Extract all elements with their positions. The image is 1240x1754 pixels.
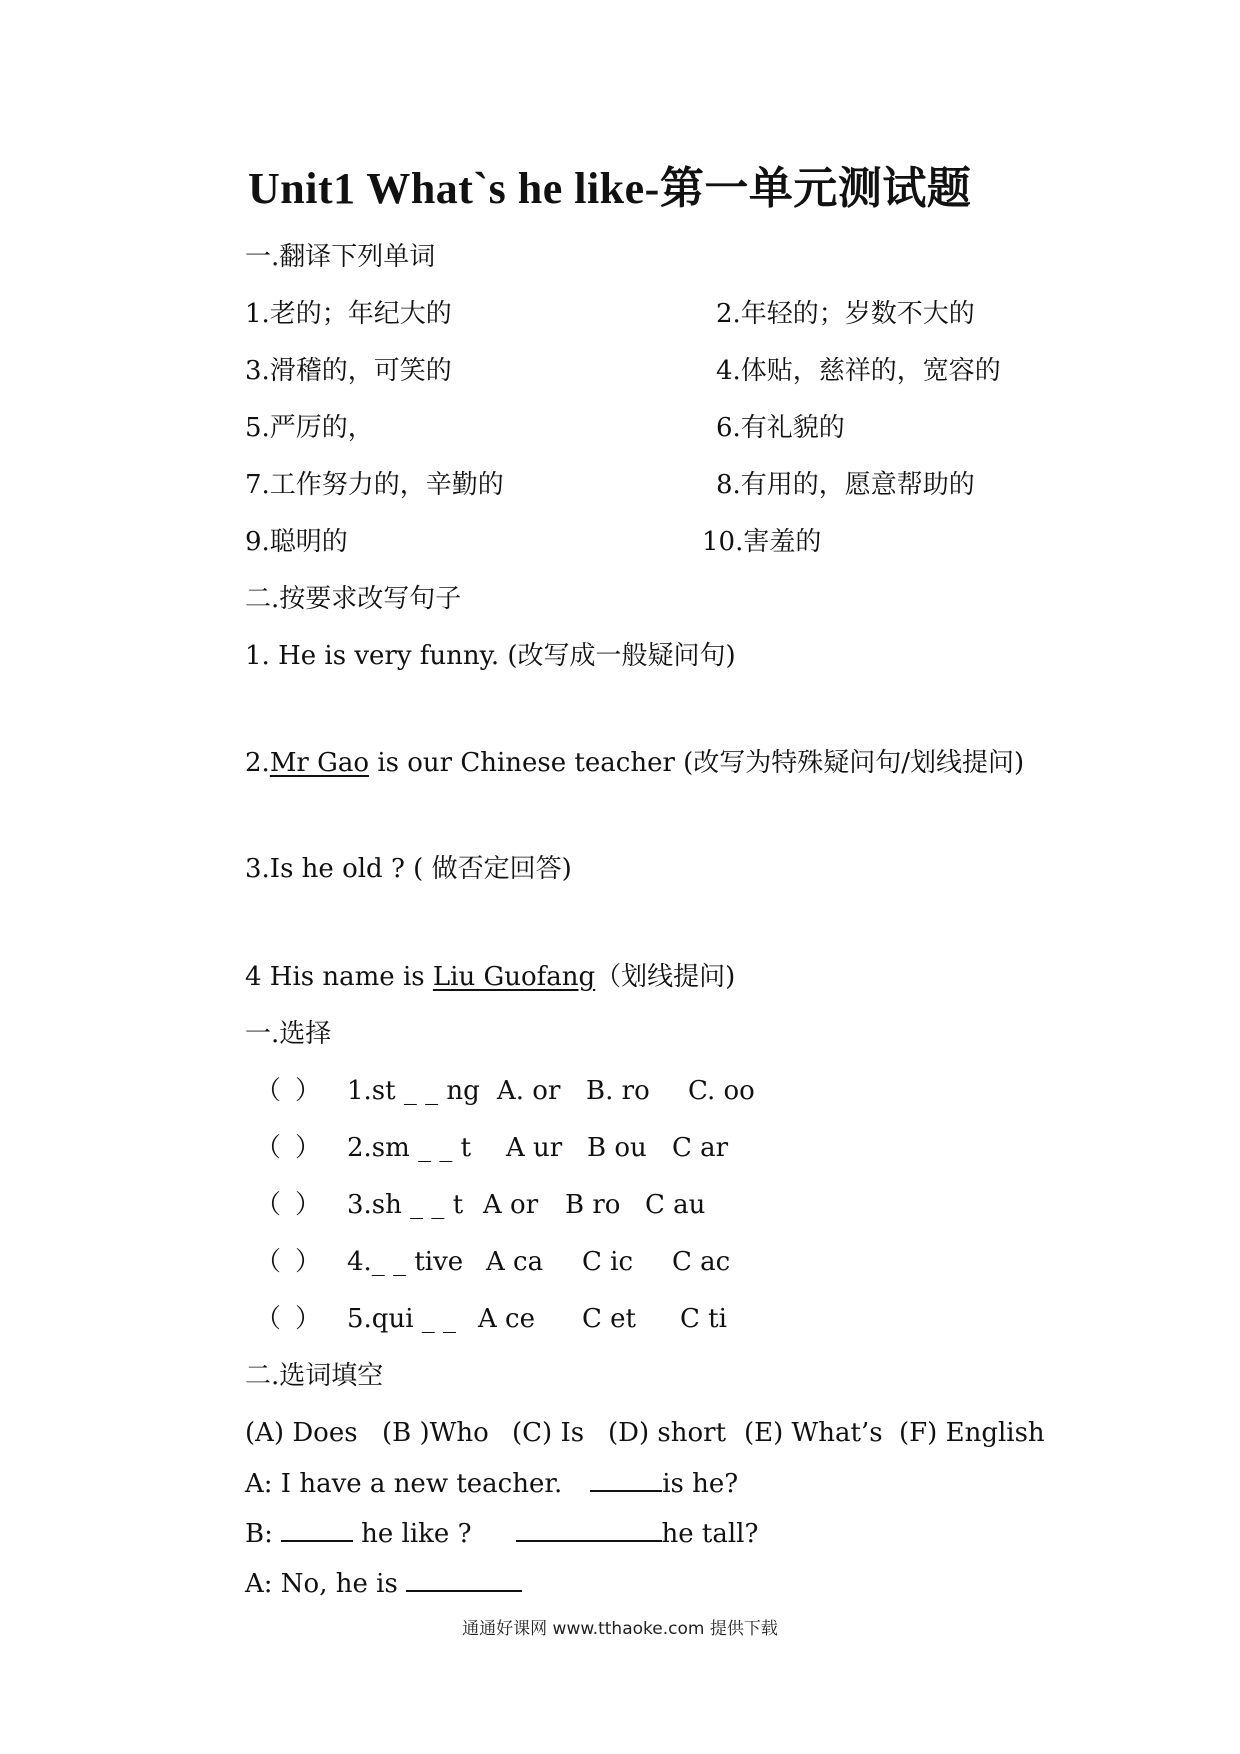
fill-blank[interactable] — [406, 1566, 522, 1592]
choice-stem: 1.st _ _ ng — [347, 1076, 480, 1106]
section-choice-heading: 一.选择 — [245, 1019, 332, 1049]
option-c: C ar — [672, 1133, 729, 1163]
underlined-phrase: Mr Gao — [269, 748, 370, 778]
question-number: 2. — [245, 748, 270, 778]
word-option: (F) English — [899, 1418, 1045, 1448]
choice-row — [0, 1131, 1240, 1165]
choice-row — [0, 1245, 1240, 1279]
dialogue-text: B: — [245, 1519, 273, 1549]
dialogue-line-3 — [245, 1566, 522, 1601]
section-rewrite-heading: 二.按要求改写句子 — [245, 584, 462, 614]
vocab-item: 4.体贴，慈祥的，宽容的 — [716, 356, 1001, 386]
vocab-item: 3.滑稽的，可笑的 — [245, 356, 452, 386]
word-option: (B )Who — [382, 1418, 489, 1448]
dialogue-text: he tall? — [661, 1519, 759, 1549]
dialogue-text: he like ? — [352, 1519, 472, 1549]
vocab-item: 2.年轻的；岁数不大的 — [716, 299, 975, 329]
option-b: B. ro — [586, 1076, 650, 1106]
answer-bracket-close: ） — [295, 1076, 322, 1106]
vocab-item: 9.聪明的 — [245, 527, 348, 557]
answer-bracket-open: （ — [255, 1190, 282, 1220]
answer-bracket-close: ） — [295, 1133, 322, 1163]
answer-bracket-open: （ — [255, 1133, 282, 1163]
vocab-item: 5.严厉的， — [245, 413, 374, 443]
section-fill-heading: 二.选词填空 — [245, 1361, 384, 1391]
answer-bracket-open: （ — [255, 1076, 282, 1106]
choice-row — [0, 1188, 1240, 1222]
option-b: B ro — [565, 1190, 621, 1220]
vocab-item: 7.工作努力的，辛勤的 — [245, 470, 504, 500]
option-a: A ce — [478, 1304, 535, 1334]
option-a: A ur — [506, 1133, 563, 1163]
option-c: C. oo — [688, 1076, 755, 1106]
word-option: (C) Is — [512, 1418, 585, 1448]
fill-blank[interactable] — [590, 1466, 662, 1492]
fill-blank[interactable] — [516, 1516, 662, 1542]
option-a: A or — [483, 1190, 539, 1220]
footer-credit: 通通好课网 www.tthaoke.com 提供下载 — [462, 1619, 778, 1639]
vocab-item: 10.害羞的 — [702, 527, 822, 557]
answer-bracket-close: ） — [295, 1304, 322, 1334]
word-option: (E) What’s — [744, 1418, 883, 1448]
word-bank — [0, 1416, 1240, 1450]
word-option: (A) Does — [245, 1418, 358, 1448]
answer-bracket-open: （ — [255, 1247, 282, 1277]
choice-row — [0, 1302, 1240, 1336]
dialogue-text: is he? — [662, 1469, 739, 1499]
dialogue-text: A: I have a new teacher. — [245, 1469, 563, 1499]
answer-bracket-open: （ — [255, 1304, 282, 1334]
vocab-item: 6.有礼貌的 — [716, 413, 845, 443]
option-b: C et — [582, 1304, 636, 1334]
vocab-item: 1.老的；年纪大的 — [245, 299, 452, 329]
rewrite-question-1: 1. He is very funny. (改写成一般疑问句) — [245, 641, 736, 671]
answer-bracket-close: ） — [295, 1247, 322, 1277]
underlined-phrase: Liu Guofang — [432, 962, 596, 992]
option-c: C ti — [680, 1304, 727, 1334]
choice-stem: 5.qui _ _ — [347, 1304, 457, 1334]
fill-blank[interactable] — [281, 1516, 353, 1542]
question-text: is our Chinese teacher (改写为特殊疑问句/划线提问) — [369, 748, 1025, 778]
section-translate-heading: 一.翻译下列单词 — [245, 242, 436, 272]
question-text: （划线提问) — [595, 962, 736, 992]
choice-row — [0, 1074, 1240, 1108]
answer-bracket-close: ） — [295, 1190, 322, 1220]
choice-stem: 3.sh _ _ t — [347, 1190, 464, 1220]
rewrite-question-2 — [245, 746, 1024, 780]
word-option: (D) short — [608, 1418, 727, 1448]
option-a: A ca — [486, 1247, 544, 1277]
page-title: Unit1 What`s he like-第一单元测试题 — [248, 164, 972, 213]
option-c: C ac — [672, 1247, 731, 1277]
option-c: C au — [645, 1190, 706, 1220]
dialogue-line-2 — [245, 1516, 758, 1551]
vocab-item: 8.有用的，愿意帮助的 — [716, 470, 975, 500]
dialogue-text: A: No, he is — [245, 1569, 407, 1599]
option-b: C ic — [582, 1247, 634, 1277]
choice-stem: 2.sm _ _ t — [347, 1133, 472, 1163]
choice-stem: 4._ _ tive — [347, 1247, 464, 1277]
option-a: A. or — [497, 1076, 561, 1106]
rewrite-question-3: 3.Is he old ? ( 做否定回答) — [245, 854, 572, 884]
dialogue-line-1 — [245, 1466, 738, 1501]
rewrite-question-4 — [245, 960, 735, 994]
question-text: 4 His name is — [245, 962, 433, 992]
option-b: B ou — [587, 1133, 647, 1163]
